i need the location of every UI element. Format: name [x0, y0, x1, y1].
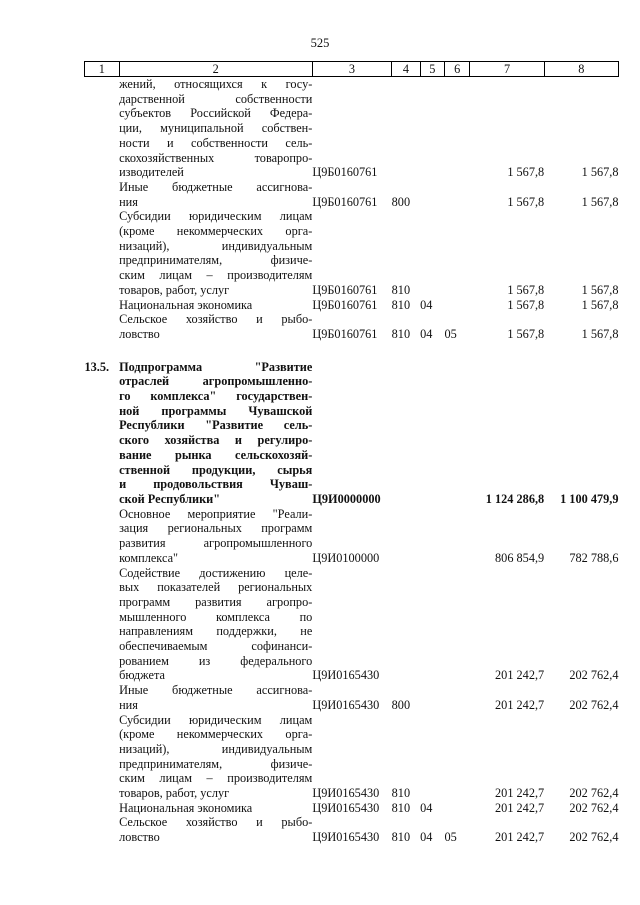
description-line: рованием из федерального [119, 653, 313, 668]
target-article-code: Ц9Б0160761 [312, 326, 378, 341]
amount-year-2: 202 762,4 [569, 830, 619, 845]
subsection-code [445, 566, 470, 684]
amount-year-1: 1 567,8 [507, 165, 545, 180]
row-number: 13.5. [84, 359, 110, 374]
target-article-code: Ц9И0000000 [312, 491, 381, 506]
description-line: программ развития агропро- [119, 594, 313, 609]
table-row [85, 312, 619, 341]
description-line: ции, муниципальной собствен- [119, 121, 313, 136]
column-header: 8 [544, 62, 618, 77]
description-line: Иные бюджетные ассигнова- [119, 683, 313, 698]
description-line: бюджета [119, 668, 165, 683]
target-article-code: Ц9Б0160761 [312, 282, 378, 297]
target-article-code: Ц9Б0160761 [312, 297, 378, 312]
amount-year-1: 1 567,8 [507, 282, 545, 297]
table-row [85, 566, 619, 684]
description-line: зация региональных программ [119, 521, 313, 536]
column-header: 1 [85, 62, 120, 77]
table-row [85, 713, 619, 801]
amount-year-2: 1 100 479,9 [560, 491, 619, 506]
table-row [85, 683, 619, 712]
description-line: ловство [119, 326, 160, 341]
expense-type-code: 810 [391, 297, 411, 312]
column-header: 2 [119, 62, 312, 77]
expense-type-code: 800 [391, 194, 411, 209]
amount-year-1: 1 567,8 [507, 326, 545, 341]
row-number [85, 209, 120, 297]
row-number [85, 77, 120, 180]
expense-type-code: 810 [391, 800, 411, 815]
amount-year-2: 202 762,4 [569, 800, 619, 815]
description-line: ственной продукции, сырья [119, 462, 313, 477]
row-number [85, 507, 120, 566]
expense-type-code: 810 [391, 326, 411, 341]
expense-type-code [392, 507, 420, 566]
column-header-row [85, 62, 619, 77]
description-line: вание рынка сельскохозяй- [119, 447, 313, 462]
expense-type-code: 810 [391, 830, 411, 845]
row-description [119, 209, 312, 297]
description-line: Сельское хозяйство и рыбо- [119, 312, 313, 327]
expense-type-code [392, 566, 420, 684]
table-row [85, 801, 619, 816]
amount-year-2: 202 762,4 [569, 786, 619, 801]
subsection-code: 05 [444, 326, 457, 341]
description-line: го комплекса" государствен- [119, 389, 313, 404]
row-description [119, 507, 312, 566]
expense-type-code: 810 [391, 282, 411, 297]
subsection-code [445, 360, 470, 507]
section-code [420, 683, 444, 712]
row-description [119, 713, 312, 801]
description-line: Республики "Развитие сель- [119, 418, 313, 433]
description-line: Национальная экономика [119, 800, 253, 815]
description-line: Национальная экономика [119, 297, 253, 312]
description-line: вых показателей региональных [119, 580, 313, 595]
description-line: Основное мероприятие "Реали- [119, 506, 313, 521]
description-line: товаров, работ, услуг [119, 282, 230, 297]
description-line: ния [119, 697, 138, 712]
target-article-code: Ц9И0165430 [312, 830, 380, 845]
subsection-code [445, 713, 470, 801]
description-line: Иные бюджетные ассигнова- [119, 179, 313, 194]
description-line: ния [119, 194, 138, 209]
row-number [85, 801, 120, 816]
expense-type-code: 810 [391, 786, 411, 801]
row-description [119, 566, 312, 684]
description-line: Субсидии юридическим лицам [119, 712, 313, 727]
row-number [85, 815, 120, 844]
description-line: Сельское хозяйство и рыбо- [119, 815, 313, 830]
target-article-code: Ц9И0165430 [312, 668, 380, 683]
amount-year-1: 201 242,7 [495, 668, 545, 683]
description-line: Подпрограмма "Развитие [119, 359, 313, 374]
amount-year-2: 1 567,8 [581, 297, 619, 312]
description-line: товаров, работ, услуг [119, 786, 230, 801]
row-description [119, 801, 312, 816]
section-code [420, 180, 444, 209]
description-line: изводителей [119, 165, 184, 180]
table-body [85, 77, 619, 845]
description-line: жений, относящихся к госу- [119, 77, 313, 91]
amount-year-1: 1 124 286,8 [485, 491, 545, 506]
table-row [85, 360, 619, 507]
row-number [85, 312, 120, 341]
section-code [420, 566, 444, 684]
section-code: 04 [420, 800, 433, 815]
table-row [85, 507, 619, 566]
table-row [85, 180, 619, 209]
target-article-code: Ц9Б0160761 [312, 165, 378, 180]
row-description [119, 683, 312, 712]
description-line: ским лицам – производителям [119, 268, 313, 283]
section-code [420, 77, 444, 180]
expense-type-code [392, 77, 420, 180]
amount-year-1: 201 242,7 [495, 800, 545, 815]
expense-type-code: 800 [391, 697, 411, 712]
section-code [420, 209, 444, 297]
subsection-code: 05 [444, 830, 457, 845]
page-number: 525 [310, 36, 330, 50]
amount-year-2: 202 762,4 [569, 668, 619, 683]
amount-year-2: 1 567,8 [581, 282, 619, 297]
description-line: субъектов Российской Федера- [119, 106, 313, 121]
row-description [119, 815, 312, 844]
section-code [420, 507, 444, 566]
description-line: развития агропромышленного [119, 536, 313, 551]
description-line: ским лицам – производителям [119, 771, 313, 786]
row-description [119, 312, 312, 341]
subsection-code [445, 298, 470, 313]
column-header: 7 [470, 62, 544, 77]
section-code: 04 [420, 830, 433, 845]
column-header: 4 [392, 62, 420, 77]
row-description [119, 77, 312, 180]
subsection-code [445, 209, 470, 297]
table-row [85, 77, 619, 180]
row-number [85, 683, 120, 712]
table-row [85, 815, 619, 844]
description-line: низаций), индивидуальным [119, 741, 313, 756]
description-line: предпринимателям, физиче- [119, 253, 313, 268]
section-code: 04 [420, 297, 433, 312]
target-article-code: Ц9И0100000 [312, 550, 380, 565]
section-code [420, 713, 444, 801]
column-header: 5 [420, 62, 444, 77]
amount-year-2: 202 762,4 [569, 697, 619, 712]
description-line: направлениям поддержки, не [119, 624, 313, 639]
description-line: Содействие достижению целе- [119, 565, 313, 580]
section-code: 04 [420, 326, 433, 341]
description-line: ной программы Чувашской [119, 403, 313, 418]
description-line: ской Республики" [119, 491, 221, 506]
column-header: 6 [445, 62, 470, 77]
section-code [420, 360, 444, 507]
row-description [119, 180, 312, 209]
description-line: отраслей агропромышленно- [119, 374, 313, 389]
budget-table [84, 61, 619, 845]
amount-year-2: 782 788,6 [569, 550, 619, 565]
amount-year-1: 201 242,7 [495, 697, 545, 712]
description-line: комплекса" [119, 550, 179, 565]
expense-type-code [392, 360, 420, 507]
amount-year-1: 806 854,9 [495, 550, 545, 565]
description-line: мышленного комплекса по [119, 609, 313, 624]
amount-year-1: 201 242,7 [495, 786, 545, 801]
subsection-code [445, 507, 470, 566]
spacer-row [85, 342, 619, 360]
table-row [85, 298, 619, 313]
description-line: (кроме некоммерческих орга- [119, 224, 313, 239]
description-line: предпринимателям, физиче- [119, 756, 313, 771]
row-number [85, 298, 120, 313]
subsection-code [445, 77, 470, 180]
description-line: и продовольствия Чуваш- [119, 477, 313, 492]
amount-year-2: 1 567,8 [581, 165, 619, 180]
subsection-code [445, 683, 470, 712]
amount-year-1: 201 242,7 [495, 830, 545, 845]
amount-year-1: 1 567,8 [507, 297, 545, 312]
subsection-code [445, 801, 470, 816]
row-description [119, 298, 312, 313]
row-number [85, 713, 120, 801]
description-line: дарственной собственности [119, 91, 313, 106]
description-line: низаций), индивидуальным [119, 238, 313, 253]
target-article-code: Ц9И0165430 [312, 697, 380, 712]
subsection-code [445, 180, 470, 209]
amount-year-2: 1 567,8 [581, 194, 619, 209]
description-line: (кроме некоммерческих орга- [119, 727, 313, 742]
target-article-code: Ц9Б0160761 [312, 194, 378, 209]
row-number [85, 180, 120, 209]
description-line: Субсидии юридическим лицам [119, 209, 313, 224]
row-number [85, 566, 120, 684]
column-header: 3 [312, 62, 391, 77]
table-row [85, 209, 619, 297]
description-line: ловство [119, 830, 160, 845]
target-article-code: Ц9И0165430 [312, 800, 380, 815]
amount-year-2: 1 567,8 [581, 326, 619, 341]
description-line: скохозяйственных товаропро- [119, 150, 313, 165]
target-article-code: Ц9И0165430 [312, 786, 380, 801]
description-line: обеспечиваемым софинанси- [119, 639, 313, 654]
description-line: ности и собственности сель- [119, 135, 313, 150]
row-description [119, 360, 312, 507]
description-line: ского хозяйства и регулиро- [119, 433, 313, 448]
amount-year-1: 1 567,8 [507, 194, 545, 209]
